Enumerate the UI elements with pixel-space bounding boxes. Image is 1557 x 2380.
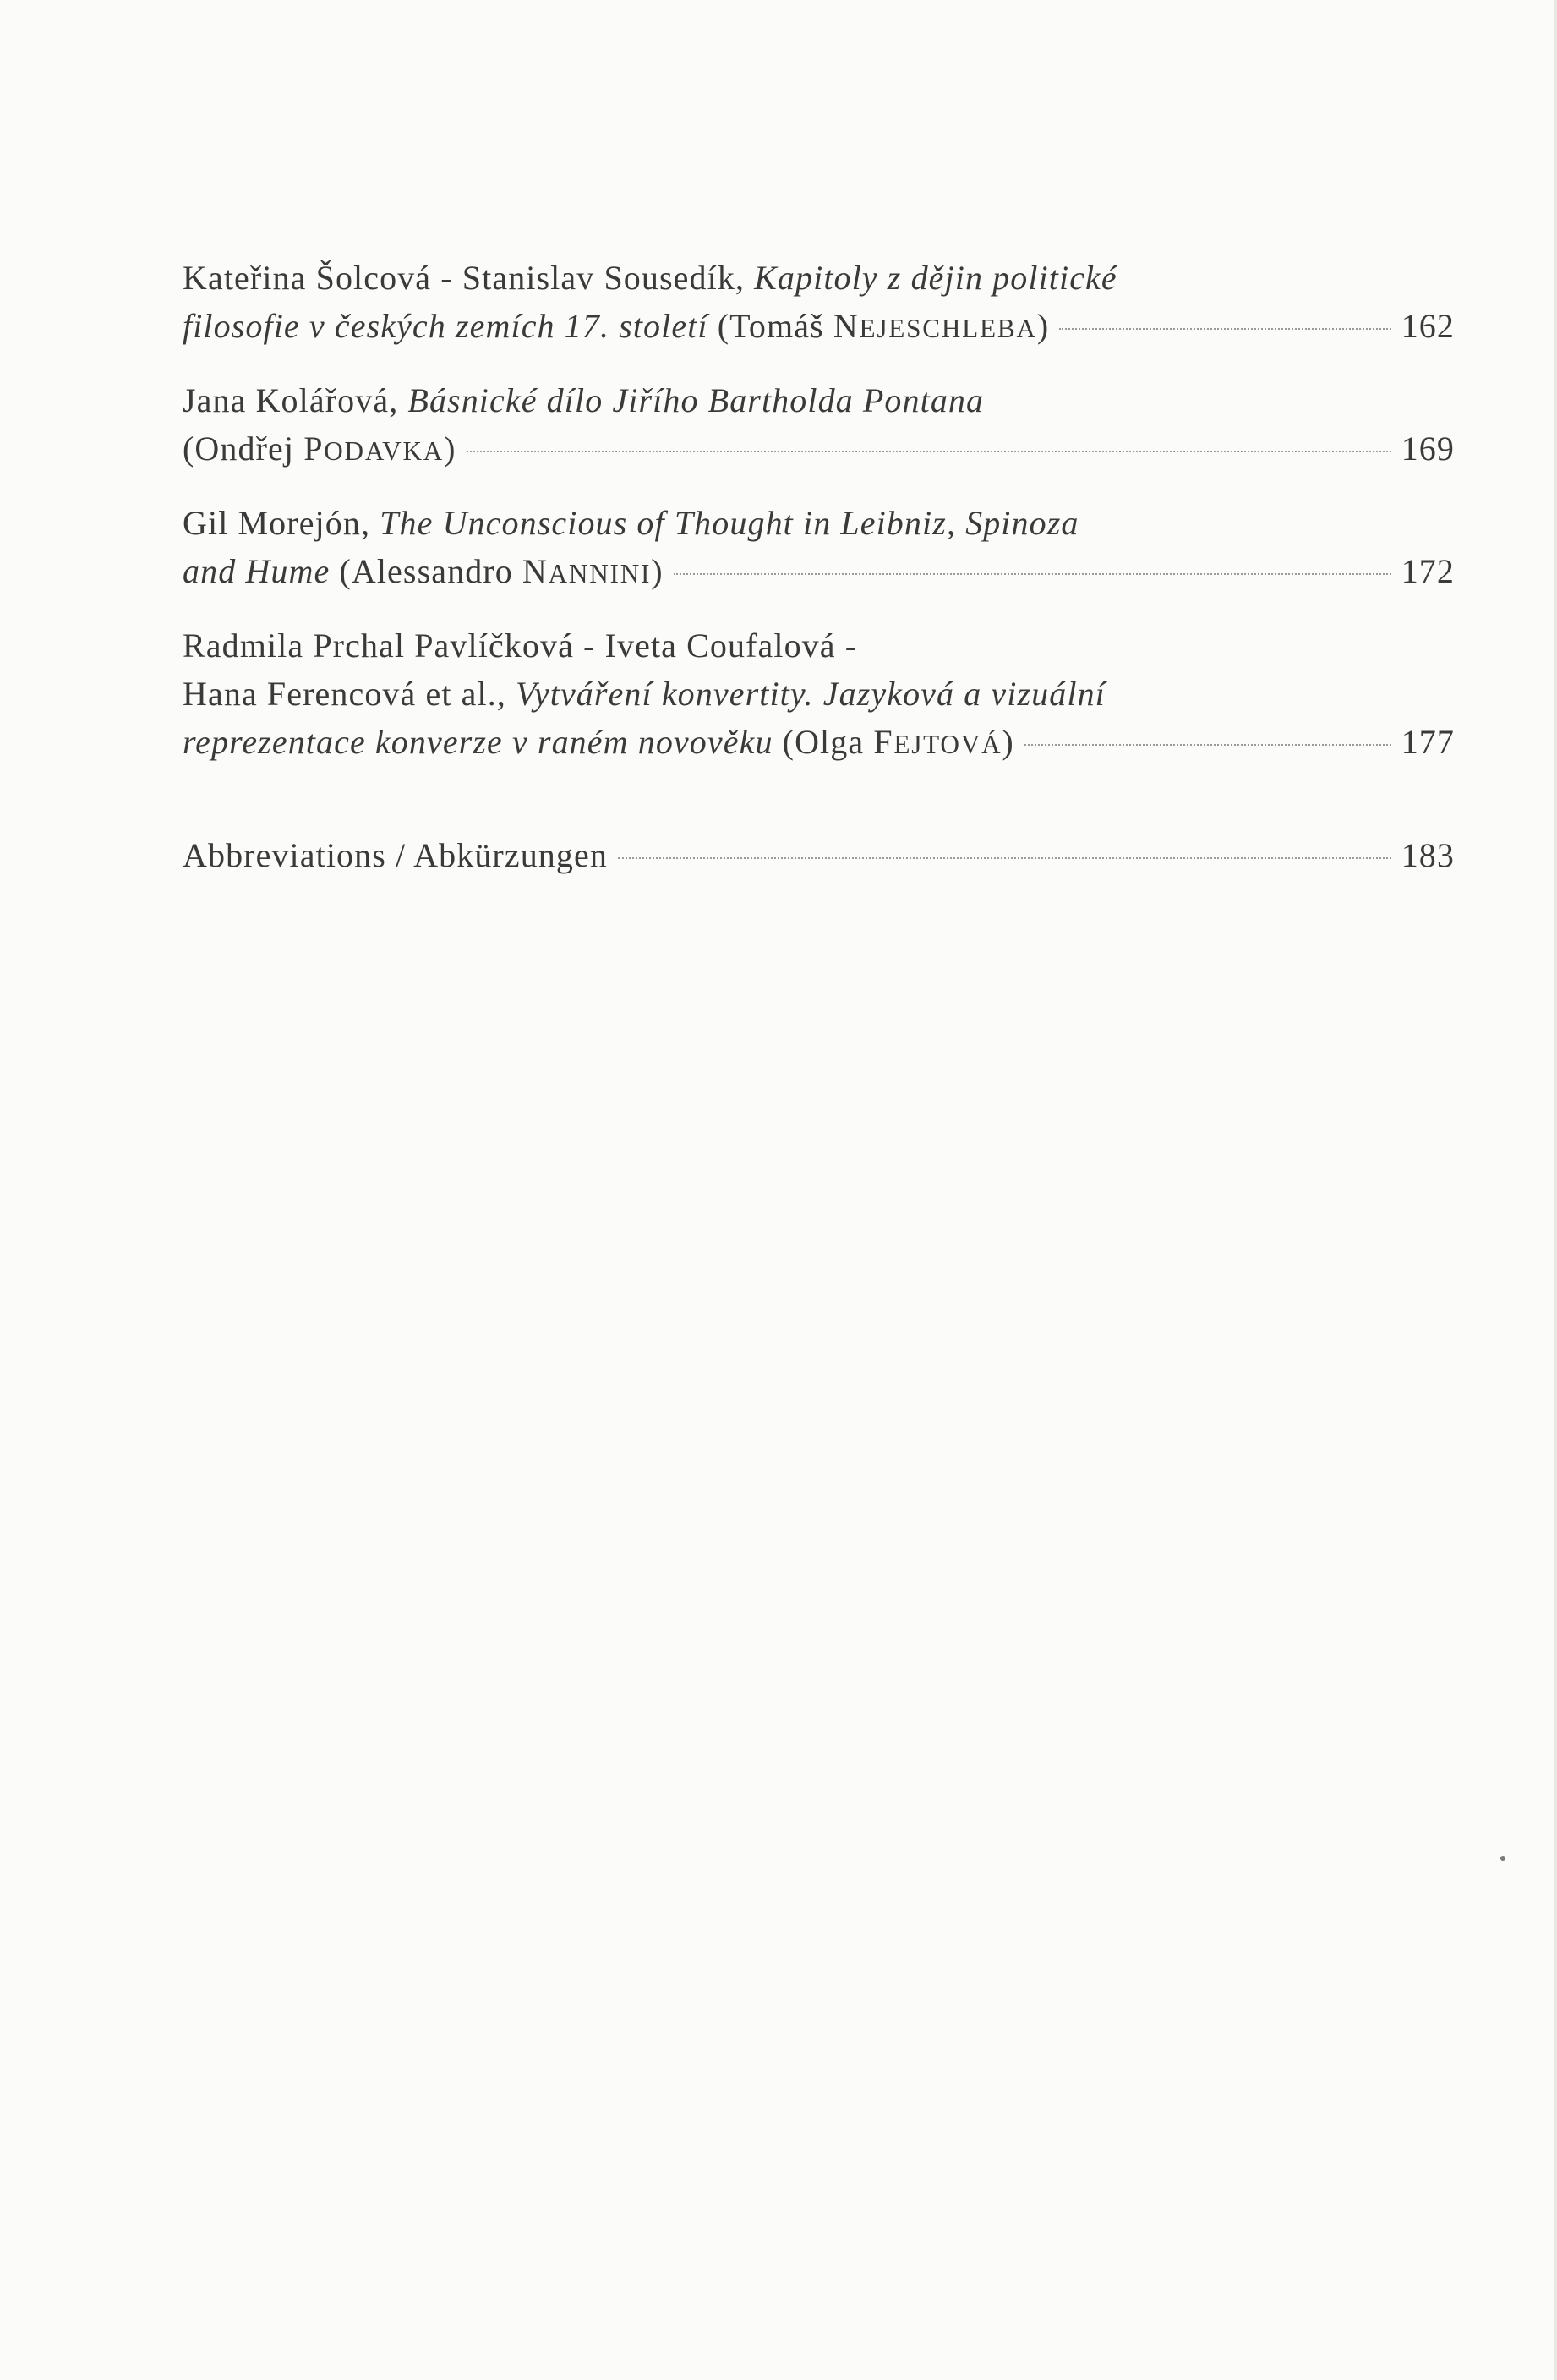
dot-leader: [1024, 744, 1391, 746]
toc-entry-line: [183, 547, 1455, 598]
dot-leader: [1059, 328, 1390, 330]
entry-authors: Gil Morejón,: [183, 504, 380, 542]
entry-reviewer-close: ): [444, 429, 456, 468]
entry-reviewer-open: (Ondřej: [183, 429, 304, 468]
entry-label: Abbreviations / Abkürzungen: [183, 836, 608, 874]
toc-entry-line: [183, 499, 1455, 547]
entry-reviewer-surname: NANNINI: [522, 552, 652, 590]
entry-authors: Radmila Prchal Pavlíčková - Iveta Coufalová -: [183, 626, 858, 665]
toc-entry-prchal-pavlickova[interactable]: [183, 621, 1455, 769]
entry-reviewer-surname: PODAVKA: [303, 429, 445, 468]
paper-speck: [1500, 1856, 1505, 1861]
entry-authors: Kateřina Šolcová - Stanislav Sousedík,: [183, 259, 755, 297]
entry-page-number: 162: [1401, 307, 1455, 345]
toc-entry-line: [183, 670, 1455, 718]
entry-reviewer-surname: NEJESCHLEBA: [833, 307, 1037, 345]
entry-page-number: 183: [1401, 836, 1455, 874]
entry-authors: Jana Kolářová,: [183, 381, 408, 419]
entry-title: Kapitoly z dějin politické: [754, 259, 1117, 297]
entry-title: filosofie v českých zemích 17. století: [183, 307, 708, 345]
entry-title: reprezentace konverze v raném novověku: [183, 723, 773, 761]
toc-entry-line: [183, 424, 1455, 475]
entry-page-number: 169: [1401, 429, 1455, 468]
toc-entry-line: [183, 718, 1455, 769]
entry-title: The Unconscious of Thought in Leibniz, Spinoza: [380, 504, 1079, 542]
section-gap: [183, 792, 1455, 831]
toc-entry-abbreviations[interactable]: [183, 831, 1455, 879]
toc-entry-morejon[interactable]: [183, 499, 1455, 598]
dot-leader: [618, 857, 1391, 859]
entry-reviewer-close: ): [1002, 723, 1014, 761]
entry-reviewer-open: (Olga: [773, 723, 874, 761]
entry-title: Básnické dílo Jiřího Bartholda Pontana: [407, 381, 985, 419]
entry-reviewer-close: ): [1036, 307, 1050, 345]
dot-leader: [467, 451, 1391, 452]
toc-entry-line: [183, 376, 1455, 424]
toc-entry-line: [183, 302, 1455, 353]
toc-entry-line: [183, 831, 1455, 879]
entry-authors: Hana Ferencová et al.,: [183, 675, 516, 713]
entry-reviewer-open: (Alessandro: [330, 552, 522, 590]
toc-entry-kolarova[interactable]: [183, 376, 1455, 475]
entry-page-number: 172: [1401, 552, 1455, 590]
entry-title: and Hume: [183, 552, 331, 590]
entry-reviewer-surname: FEJTOVÁ: [873, 723, 1002, 761]
entry-title: Vytváření konvertity. Jazyková a vizuální: [516, 675, 1106, 713]
entry-reviewer-open: (Tomáš: [707, 307, 833, 345]
entry-reviewer-close: ): [651, 552, 664, 590]
table-of-contents: [183, 254, 1455, 903]
toc-entry-line: [183, 621, 1455, 670]
dot-leader: [674, 573, 1391, 575]
toc-entry-line: [183, 254, 1455, 302]
entry-page-number: 177: [1401, 723, 1455, 761]
toc-entry-solcova-sousedik[interactable]: [183, 254, 1455, 353]
